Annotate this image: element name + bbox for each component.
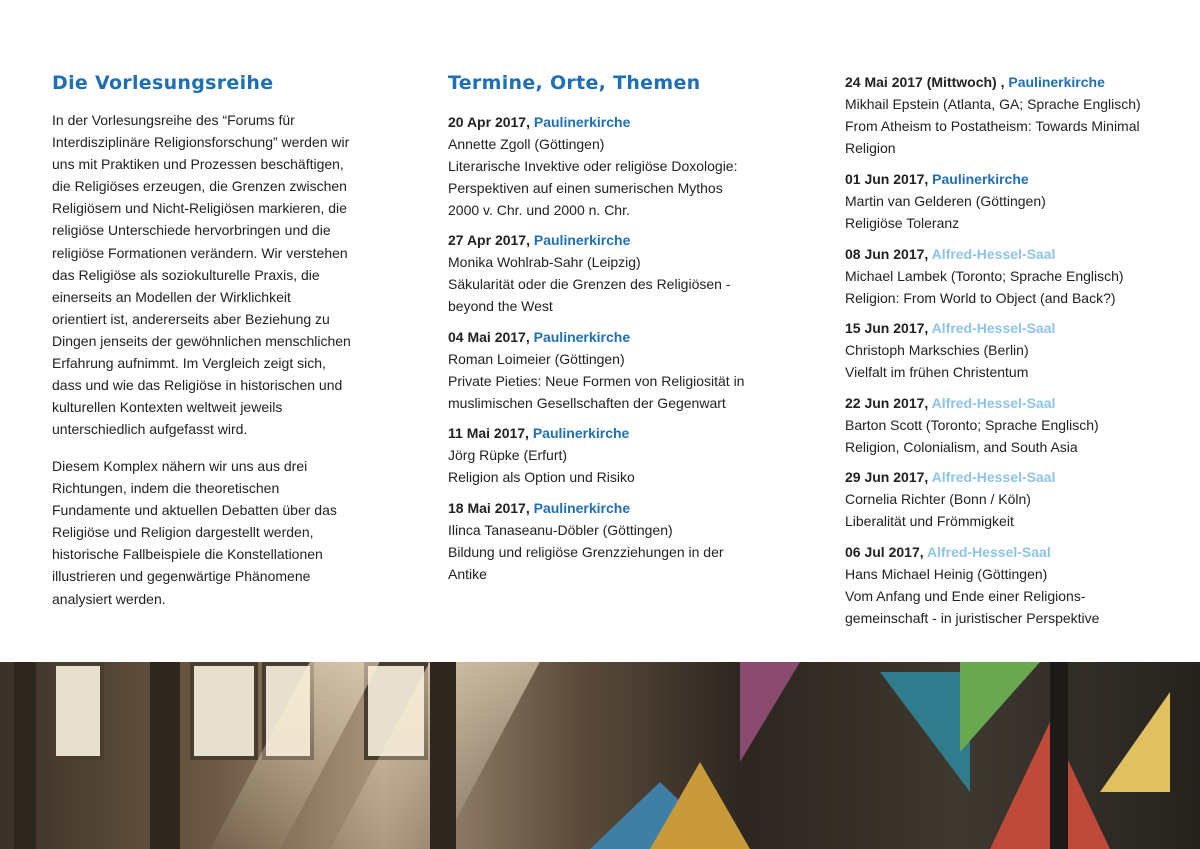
event-entry [448,229,788,317]
event-location: Alfred-Hessel-Saal [927,544,1051,560]
event-topic-line: Perspektiven auf einen sumerischen Mythos [448,180,723,196]
event-entry [448,497,788,585]
intro-paragraph-1-line: dass und wie das Religiöse in historischen und [52,377,343,394]
event-date-line [845,243,1185,265]
intro-title: Die Vorlesungsreihe [52,72,274,94]
event-location: Paulinerkirche [1008,74,1105,90]
event-location: Paulinerkirche [533,500,631,516]
event-date: 27 Apr 2017, [448,232,530,248]
intro-paragraph-1-line: die Religiöses erzeugen, die Grenzen zwischen [52,178,347,195]
intro-paragraph-1-line: Interdisziplinäre Religionsforschung” werden wir [52,134,350,151]
event-entry [448,111,788,221]
event-entry [845,317,1185,383]
event-entry [845,392,1185,458]
event-speaker: Martin van Gelderen (Göttingen) [845,193,1046,209]
event-date-line [448,111,788,133]
event-date: 20 Apr 2017, [448,114,530,130]
event-speaker: Roman Loimeier (Göttingen) [448,351,625,367]
intro-paragraph-2-line: Diesem Komplex nähern wir uns aus drei [52,458,308,474]
event-speaker: Hans Michael Heinig (Göttingen) [845,566,1048,582]
intro-paragraph-1-line: In der Vorlesungsreihe des “Forums für [52,112,295,128]
intro-paragraph-1-line: religiöse Unterschiede hervorbringen und die [52,222,331,239]
intro-paragraph-1-line: uns mit Praktiken und Prozessen beschäftigen, [52,156,344,173]
intro-paragraph-1-line: religiöse Formationen verändern. Wir verstehen [52,244,348,261]
event-date: 15 Jun 2017, [845,320,929,336]
event-topic-line: From Atheism to Postatheism: Towards Minimal [845,118,1140,134]
event-date-line [845,392,1185,414]
event-topic-line: Liberalität und Frömmigkeit [845,513,1014,529]
intro-paragraph-2-line: analysiert werden. [52,590,166,607]
event-speaker: Cornelia Richter (Bonn / Köln) [845,491,1031,507]
event-speaker: Ilinca Tanaseanu-Döbler (Göttingen) [448,522,673,538]
event-speaker: Jörg Rüpke (Erfurt) [448,447,568,463]
event-speaker: Annette Zgoll (Göttingen) [448,136,605,152]
event-speaker: Monika Wohlrab-Sahr (Leipzig) [448,254,641,270]
event-date-line [448,422,788,444]
event-location: Paulinerkirche [532,425,630,441]
event-speaker: Michael Lambek (Toronto; Sprache Englisch) [845,268,1124,284]
event-topic-line: gemeinschaft - in juristischer Perspektive [845,610,1100,626]
event-topic-line: Religion [845,140,896,156]
event-topic-line: Religion als Option und Risiko [448,469,635,485]
intro-paragraph-1-line: Dingen jenseits der gewöhnlichen menschlichen [52,332,351,349]
event-date-line [448,229,788,251]
intro-paragraph-1-line: einerseits an Modellen der Wirklichkeit [52,288,291,305]
event-date-line [845,168,1185,190]
event-topic-line: Literarische Invektive oder religiöse Doxologie: [448,158,738,174]
event-topic-line: beyond the West [448,298,553,314]
event-date-line [448,497,788,519]
event-topic-line: Säkularität oder die Grenzen des Religiösen - [448,276,731,292]
intro-paragraph-1-line: kulturellen Kontexten weltweit jeweils [52,399,283,416]
event-date: 01 Jun 2017, [845,171,929,187]
event-entry [845,541,1185,629]
event-date: 04 Mai 2017, [448,329,530,345]
event-date: 18 Mai 2017, [448,500,530,516]
event-location: Alfred-Hessel-Saal [931,395,1056,411]
event-date-line [845,71,1185,93]
event-topic-line: muslimischen Gesellschaften der Gegenwart [448,395,726,411]
intro-paragraph-2-line: historische Fallbeispiele die Konstellationen [52,546,323,563]
intro-paragraph-1 [52,109,364,440]
event-date: 24 Mai 2017 (Mittwoch) , [845,74,1005,90]
intro-paragraph-1-line: unterschiedlich aufgefasst wird. [52,421,248,438]
event-speaker: Mikhail Epstein (Atlanta, GA; Sprache Englisch) [845,96,1141,112]
event-location: Paulinerkirche [533,232,631,248]
event-date-line [448,326,788,348]
event-entry [448,422,788,488]
event-topic-line: Vom Anfang und Ende einer Religions- [845,588,1086,604]
schedule-title: Termine, Orte, Themen [448,72,701,94]
event-location: Paulinerkirche [932,171,1029,187]
event-topic-line: 2000 v. Chr. und 2000 n. Chr. [448,202,630,218]
event-date-line [845,317,1185,339]
intro-paragraph-2-line: Fundamente und aktuellen Debatten über das [52,502,337,519]
event-entry [448,326,788,414]
event-topic-line: Antike [448,566,487,582]
event-entry [845,168,1185,234]
event-location: Paulinerkirche [533,329,631,345]
event-speaker: Barton Scott (Toronto; Sprache Englisch) [845,417,1099,433]
intro-paragraph-1-line: Religiösem und Nicht-Religiösen markieren, die [52,200,347,217]
event-location: Alfred-Hessel-Saal [931,320,1056,336]
intro-paragraph-2-line: illustrieren und gegenwärtige Phänomene [52,568,311,585]
event-topic-line: Religiöse Toleranz [845,215,960,231]
event-date: 22 Jun 2017, [845,395,929,411]
event-topic-line: Religion, Colonialism, and South Asia [845,439,1078,455]
intro-paragraph-1-line: orientiert ist, andererseits aber Beziehung zu [52,310,330,327]
event-location: Paulinerkirche [533,114,631,130]
event-topic-line: Religion: From World to Object (and Back?) [845,290,1116,306]
event-speaker: Christoph Markschies (Berlin) [845,342,1029,358]
event-entry [845,243,1185,309]
event-date: 06 Jul 2017, [845,544,924,560]
intro-paragraph-2-line: Religiöse und Religion dargestellt werden, [52,524,314,541]
event-topic-line: Vielfalt im frühen Christentum [845,364,1029,380]
church-skatepark-photo [0,662,1200,849]
event-location: Alfred-Hessel-Saal [931,469,1056,485]
event-date-line [845,541,1185,563]
event-date: 29 Jun 2017, [845,469,929,485]
event-entry [845,466,1185,532]
intro-paragraph-2 [52,455,364,610]
intro-paragraph-1-line: das Religiöse als soziokulturelle Praxis, die [52,266,320,283]
event-date: 11 Mai 2017, [448,425,529,441]
event-entry [845,71,1185,159]
event-topic-line: Bildung und religiöse Grenzziehungen in der [448,544,724,560]
intro-paragraph-2-line: Richtungen, indem die theoretischen [52,480,280,497]
event-topic-line: Private Pieties: Neue Formen von Religiosität in [448,373,745,389]
event-date-line [845,466,1185,488]
intro-paragraph-1-line: Erfahrung aufnimmt. Im Vergleich zeigt sich, [52,355,326,372]
event-date: 08 Jun 2017, [845,246,929,262]
event-location: Alfred-Hessel-Saal [931,246,1056,262]
